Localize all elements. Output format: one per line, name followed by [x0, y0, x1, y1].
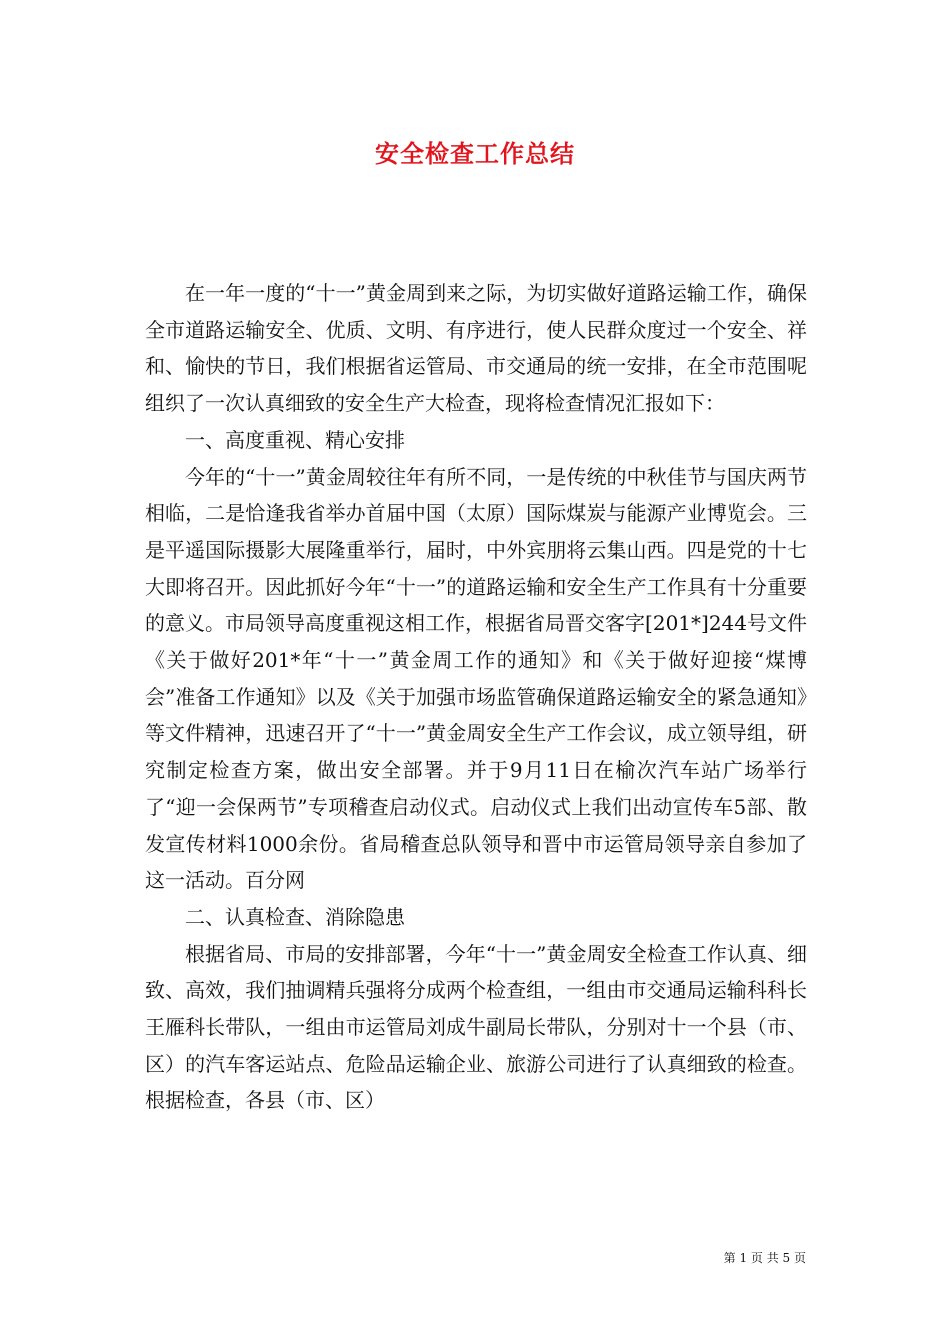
section-heading-1: 一、高度重视、精心安排	[185, 427, 405, 452]
document-body	[145, 275, 807, 1119]
paragraph-section-1: 今年的“十一”黄金周较往年有所不同，一是传统的中秋佳节与国庆两节相临，二是恰逢我省举办首届中国（太原）国际煤炭与能源产业博览会。三是平遥国际摄影大展隆重举行，届时，中外宾朋将云集山西。四是党的十七大即将召开。因此抓好今年“十一”的道路运输和安全生产工作具有十分重要的意义。市局领导高度重视这相工作，根据省局晋交客字[201*]244号文件《关于做好201*年“十一”黄金周工作的通知》和《关于做好迎接“煤博会”准备工作通知》以及《关于加强市场监管确保道路运输安全的紧急通知》等文件精神，迅速召开了“十一”黄金周安全生产工作会议，成立领导组，研究制定检查方案，做出安全部署。并于9月11日在榆次汽车站广场举行了“迎一会保两节”专项稽查启动仪式。启动仪式上我们出动宣传车5部、散发宣传材料1000余份。省局稽查总队领导和晋中市运管局领导亲自参加了这一活动。百分网	[145, 464, 807, 893]
paragraph-section-2: 根据省局、市局的安排部署，今年“十一”黄金周安全检查工作认真、细致、高效，我们抽调精兵强将分成两个检查组，一组由市交通局运输科科长王雁科长带队，一组由市运管局刘成牛副局长带队，分别对十一个县（市、区）的汽车客运站点、危险品运输企业、旅游公司进行了认真细致的检查。根据检查，各县（市、区）	[145, 941, 807, 1113]
page-title: 安全检查工作总结	[375, 139, 575, 168]
section-heading-2: 二、认真检查、消除隐患	[185, 904, 405, 929]
paragraph-intro: 在一年一度的“十一”黄金周到来之际，为切实做好道路运输工作，确保全市道路运输安全、优质、文明、有序进行，使人民群众度过一个安全、祥和、愉快的节日，我们根据省运管局、市交通局的统一安排，在全市范围呢组织了一次认真细致的安全生产大检查，现将检查情况汇报如下：	[145, 281, 807, 416]
page-number-footer: 第 1 页 共 5 页	[723, 1251, 806, 1265]
